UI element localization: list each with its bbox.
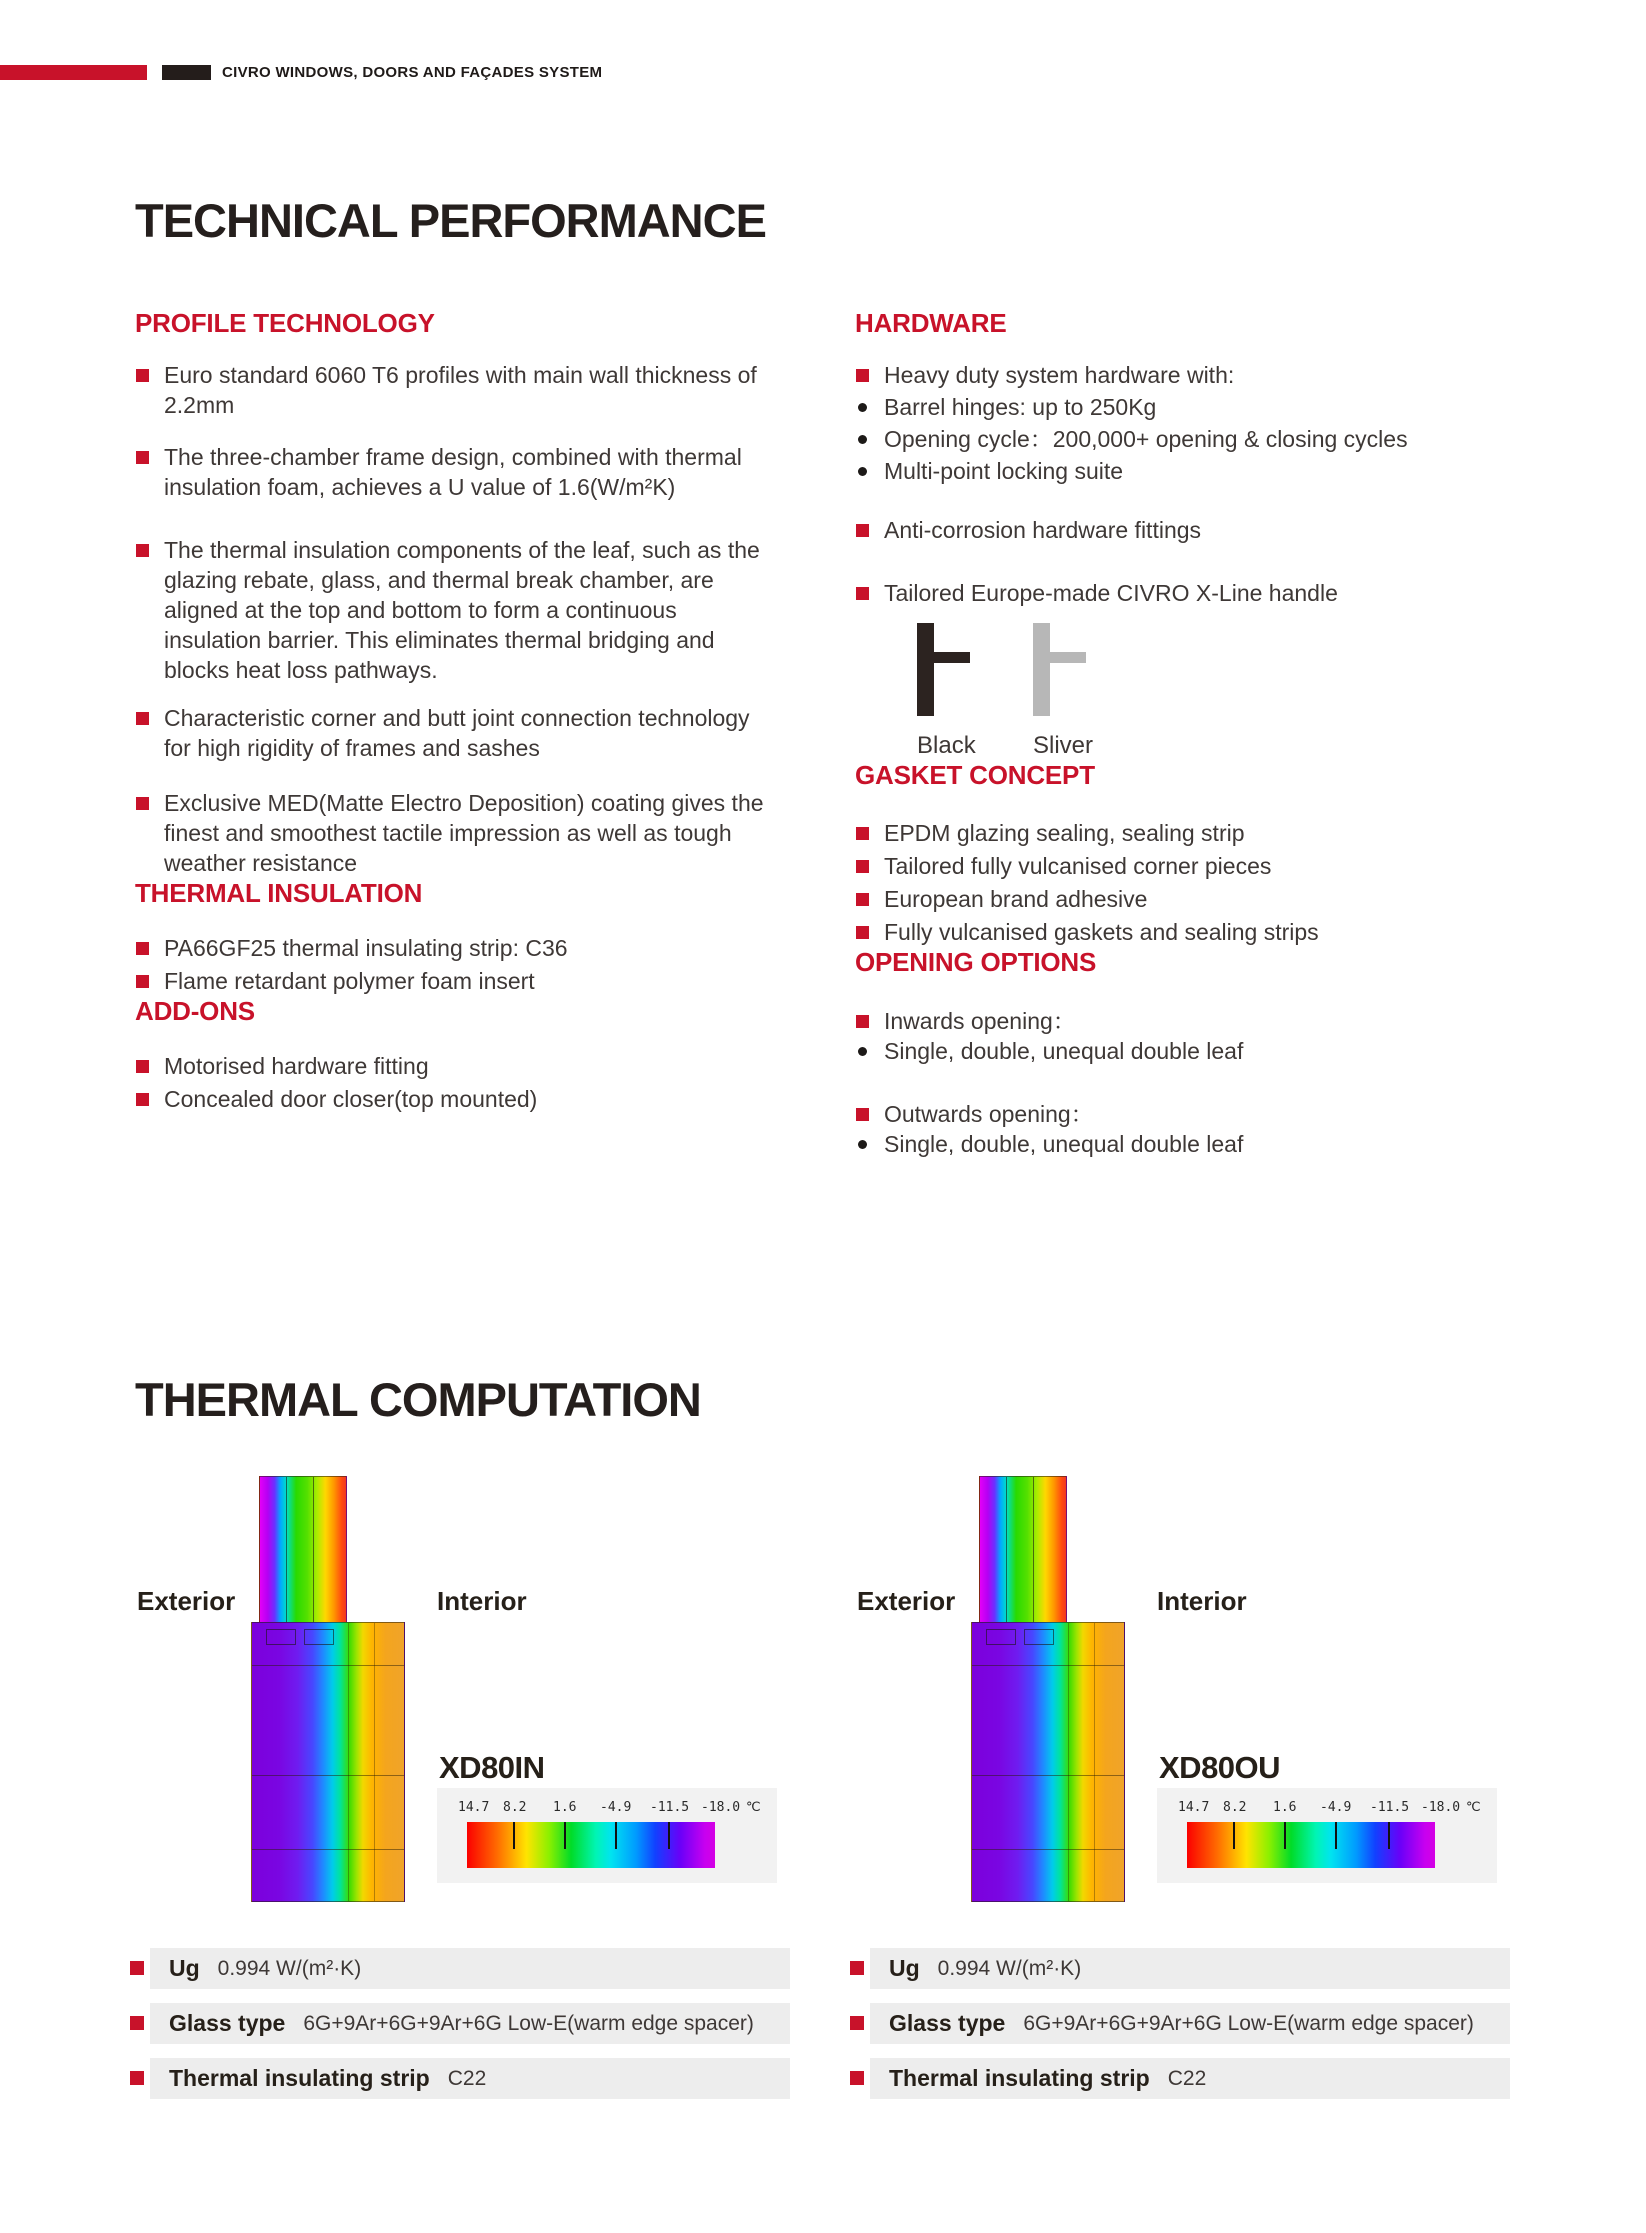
square-bullet-icon <box>136 712 149 725</box>
square-bullet-icon <box>136 797 149 810</box>
colorbar-tick <box>513 1822 515 1849</box>
list-item: Barrel hinges: up to 250Kg <box>855 392 1515 422</box>
page-title-technical-performance: TECHNICAL PERFORMANCE <box>135 194 766 247</box>
glazing-spacer-outline <box>304 1629 334 1645</box>
list-item: Heavy duty system hardware with: <box>855 360 1515 390</box>
list-item: Tailored fully vulcanised corner pieces <box>855 851 1515 881</box>
scale-tick-label: 8.2 <box>503 1800 527 1815</box>
handle-color-options <box>917 623 1515 760</box>
performance-columns <box>135 308 1515 1159</box>
section-title-profile-technology: PROFILE TECHNOLOGY <box>135 308 435 338</box>
model-name: XD80OU <box>1159 1750 1281 1785</box>
colorbar-tick <box>1233 1822 1235 1849</box>
red-accent-bar <box>0 65 147 80</box>
glazing-spacer-outline <box>1024 1629 1054 1645</box>
list-item: Opening cycle：200,000+ opening & closing cycles <box>855 424 1515 454</box>
door-handle-icon <box>1033 623 1089 716</box>
interior-label: Interior <box>437 1586 527 1616</box>
square-bullet-icon <box>136 369 149 382</box>
handle-arm <box>934 652 970 663</box>
list-item: Outwards opening： <box>855 1099 1515 1129</box>
spec-bar <box>870 2058 1510 2099</box>
spec-label: Glass type <box>889 2010 1006 2036</box>
glass-pane-line <box>1033 1477 1034 1623</box>
square-bullet-icon <box>130 2016 144 2030</box>
profile-outline <box>972 1665 1124 1666</box>
spec-value: 0.994 W/(m²·K) <box>217 1956 362 1980</box>
colorbar-tick <box>1388 1822 1390 1849</box>
exterior-label: Exterior <box>857 1586 956 1616</box>
spec-row-ug <box>135 1948 795 1989</box>
profile-outline <box>374 1623 375 1901</box>
list-item: Exclusive MED(Matte Electro Deposition) coating gives the finest and smoothest tactile impression as well as tough weather resistance <box>135 788 795 878</box>
list-item: Motorised hardware fitting <box>135 1051 795 1081</box>
square-bullet-icon <box>856 926 869 939</box>
header-brand-strip <box>0 64 602 81</box>
temperature-scale <box>1157 1788 1497 1883</box>
profile-outline <box>1068 1623 1069 1901</box>
thermal-panel-xd80in <box>135 1470 795 2170</box>
scale-tick-label: -4.9 <box>600 1800 632 1815</box>
scale-tick-label: 14.7 <box>1178 1800 1210 1815</box>
glass-pane-line <box>313 1477 314 1623</box>
spec-row-glass-type <box>855 2003 1515 2044</box>
scale-unit-label: ℃ <box>1466 1800 1481 1815</box>
square-bullet-icon <box>856 827 869 840</box>
scale-tick-label: -11.5 <box>1370 1800 1410 1815</box>
profile-outline <box>252 1849 404 1850</box>
dot-bullet-icon <box>858 435 867 444</box>
list-item: Flame retardant polymer foam insert <box>135 966 795 996</box>
square-bullet-icon <box>136 975 149 988</box>
temperature-scale <box>437 1788 777 1883</box>
list-item: European brand adhesive <box>855 884 1515 914</box>
dot-bullet-icon <box>858 1140 867 1149</box>
square-bullet-icon <box>856 893 869 906</box>
scale-tick-label: 1.6 <box>553 1800 577 1815</box>
handle-option-black <box>917 623 981 760</box>
section-title-add-ons: ADD-ONS <box>135 996 255 1026</box>
frame-thermal-gradient <box>971 1622 1125 1902</box>
list-item: Anti-corrosion hardware fittings <box>855 515 1515 545</box>
list-item: Tailored Europe-made CIVRO X-Line handle <box>855 578 1515 608</box>
list-item: Fully vulcanised gaskets and sealing strips <box>855 917 1515 947</box>
handle-stem <box>917 623 934 716</box>
thermal-panel-xd80ou <box>855 1470 1515 2170</box>
dot-bullet-icon <box>858 1047 867 1056</box>
temperature-colorbar <box>1187 1822 1435 1868</box>
square-bullet-icon <box>130 1961 144 1975</box>
square-bullet-icon <box>856 1108 869 1121</box>
square-bullet-icon <box>856 587 869 600</box>
profile-outline <box>348 1623 349 1901</box>
profile-outline <box>972 1775 1124 1776</box>
section-title-hardware: HARDWARE <box>855 308 1007 338</box>
frame-thermal-gradient <box>251 1622 405 1902</box>
exterior-label: Exterior <box>137 1586 236 1616</box>
square-bullet-icon <box>856 860 869 873</box>
spec-row-ug <box>855 1948 1515 1989</box>
scale-tick-label: 14.7 <box>458 1800 490 1815</box>
spec-value: 6G+9Ar+6G+9Ar+6G Low-E(warm edge spacer) <box>303 2011 754 2035</box>
profile-outline <box>252 1665 404 1666</box>
profile-outline <box>1094 1623 1095 1901</box>
handle-arm <box>1050 652 1086 663</box>
scale-tick-label: 8.2 <box>1223 1800 1247 1815</box>
square-bullet-icon <box>130 2071 144 2085</box>
spec-value: C22 <box>447 2066 487 2090</box>
spec-bar <box>150 1948 790 1989</box>
interior-label: Interior <box>1157 1586 1247 1616</box>
thermal-computation-section <box>135 1470 1515 2170</box>
profile-outline <box>252 1775 404 1776</box>
spec-row-glass-type <box>135 2003 795 2044</box>
handle-stem <box>1033 623 1050 716</box>
spec-value: 0.994 W/(m²·K) <box>937 1956 1082 1980</box>
glass-pane-line <box>1006 1477 1007 1623</box>
dot-bullet-icon <box>858 403 867 412</box>
square-bullet-icon <box>136 942 149 955</box>
spec-label: Thermal insulating strip <box>169 2065 430 2091</box>
scale-unit-label: ℃ <box>746 1800 761 1815</box>
list-item: Multi-point locking suite <box>855 456 1515 486</box>
spec-bar <box>150 2058 790 2099</box>
list-item: The three-chamber frame design, combined with thermal insulation foam, achieves a U value of 1.6(W/m²K) <box>135 442 795 502</box>
square-bullet-icon <box>136 1093 149 1106</box>
spec-label: Thermal insulating strip <box>889 2065 1150 2091</box>
handle-color-label: Sliver <box>1033 732 1094 759</box>
scale-tick-label: -18.0 <box>1421 1800 1461 1815</box>
spec-row-thermal-strip <box>135 2058 795 2099</box>
spec-row-thermal-strip <box>855 2058 1515 2099</box>
glazing-thermal-gradient <box>979 1476 1067 1624</box>
section-title-thermal-insulation: THERMAL INSULATION <box>135 878 423 908</box>
page-title-thermal-computation: THERMAL COMPUTATION <box>135 1373 701 1426</box>
section-title-opening-options: OPENING OPTIONS <box>855 947 1097 977</box>
spec-label: Ug <box>889 1955 920 1981</box>
list-item: Inwards opening： <box>855 1006 1515 1036</box>
list-item: Concealed door closer(top mounted) <box>135 1084 795 1114</box>
brand-title: CIVRO WINDOWS, DOORS AND FAÇADES SYSTEM <box>222 64 603 81</box>
right-column <box>855 308 1515 1159</box>
spec-bar <box>150 2003 790 2044</box>
thermal-simulation-diagram <box>971 1476 1123 1900</box>
temperature-colorbar <box>467 1822 715 1868</box>
square-bullet-icon <box>850 1961 864 1975</box>
list-item: Single, double, unequal double leaf <box>855 1129 1515 1159</box>
square-bullet-icon <box>136 1060 149 1073</box>
colorbar-tick <box>1284 1822 1286 1849</box>
thermal-simulation-diagram <box>251 1476 403 1900</box>
profile-outline <box>972 1849 1124 1850</box>
square-bullet-icon <box>850 2071 864 2085</box>
glazing-spacer-outline <box>986 1629 1016 1645</box>
square-bullet-icon <box>856 524 869 537</box>
spec-bar <box>870 1948 1510 1989</box>
scale-tick-label: -18.0 <box>701 1800 741 1815</box>
scale-tick-label: -11.5 <box>650 1800 690 1815</box>
list-item: EPDM glazing sealing, sealing strip <box>855 818 1515 848</box>
model-name: XD80IN <box>439 1750 545 1785</box>
square-bullet-icon <box>856 369 869 382</box>
handle-color-label: Black <box>917 732 976 759</box>
black-accent-bar <box>162 65 211 80</box>
list-item: The thermal insulation components of the leaf, such as the glazing rebate, glass, and thermal break chamber, are aligned at the top and bottom to form a continuous insulation barrier. This eliminates thermal bridging and blocks heat loss pathways. <box>135 535 795 685</box>
square-bullet-icon <box>136 544 149 557</box>
list-item: Characteristic corner and butt joint connection technology for high rigidity of frames and sashes <box>135 703 795 763</box>
spec-value: 6G+9Ar+6G+9Ar+6G Low-E(warm edge spacer) <box>1023 2011 1474 2035</box>
spec-label: Ug <box>169 1955 200 1981</box>
colorbar-tick <box>668 1822 670 1849</box>
list-item: PA66GF25 thermal insulating strip: C36 <box>135 933 795 963</box>
spec-label: Glass type <box>169 2010 286 2036</box>
list-item: Euro standard 6060 T6 profiles with main wall thickness of 2.2mm <box>135 360 795 420</box>
section-title-gasket-concept: GASKET CONCEPT <box>855 760 1095 790</box>
spec-table <box>855 1948 1515 2113</box>
square-bullet-icon <box>850 2016 864 2030</box>
glass-pane-line <box>286 1477 287 1623</box>
spec-value: C22 <box>1167 2066 1207 2090</box>
scale-tick-label: -4.9 <box>1320 1800 1352 1815</box>
left-column <box>135 308 795 1159</box>
colorbar-tick <box>1335 1822 1337 1849</box>
door-handle-icon <box>917 623 973 716</box>
spec-bar <box>870 2003 1510 2044</box>
list-item: Single, double, unequal double leaf <box>855 1036 1515 1066</box>
colorbar-tick <box>564 1822 566 1849</box>
spec-table <box>135 1948 795 2113</box>
colorbar-tick <box>615 1822 617 1849</box>
square-bullet-icon <box>136 451 149 464</box>
scale-tick-label: 1.6 <box>1273 1800 1297 1815</box>
handle-option-silver <box>1033 623 1097 760</box>
glazing-thermal-gradient <box>259 1476 347 1624</box>
glazing-spacer-outline <box>266 1629 296 1645</box>
dot-bullet-icon <box>858 467 867 476</box>
square-bullet-icon <box>856 1015 869 1028</box>
